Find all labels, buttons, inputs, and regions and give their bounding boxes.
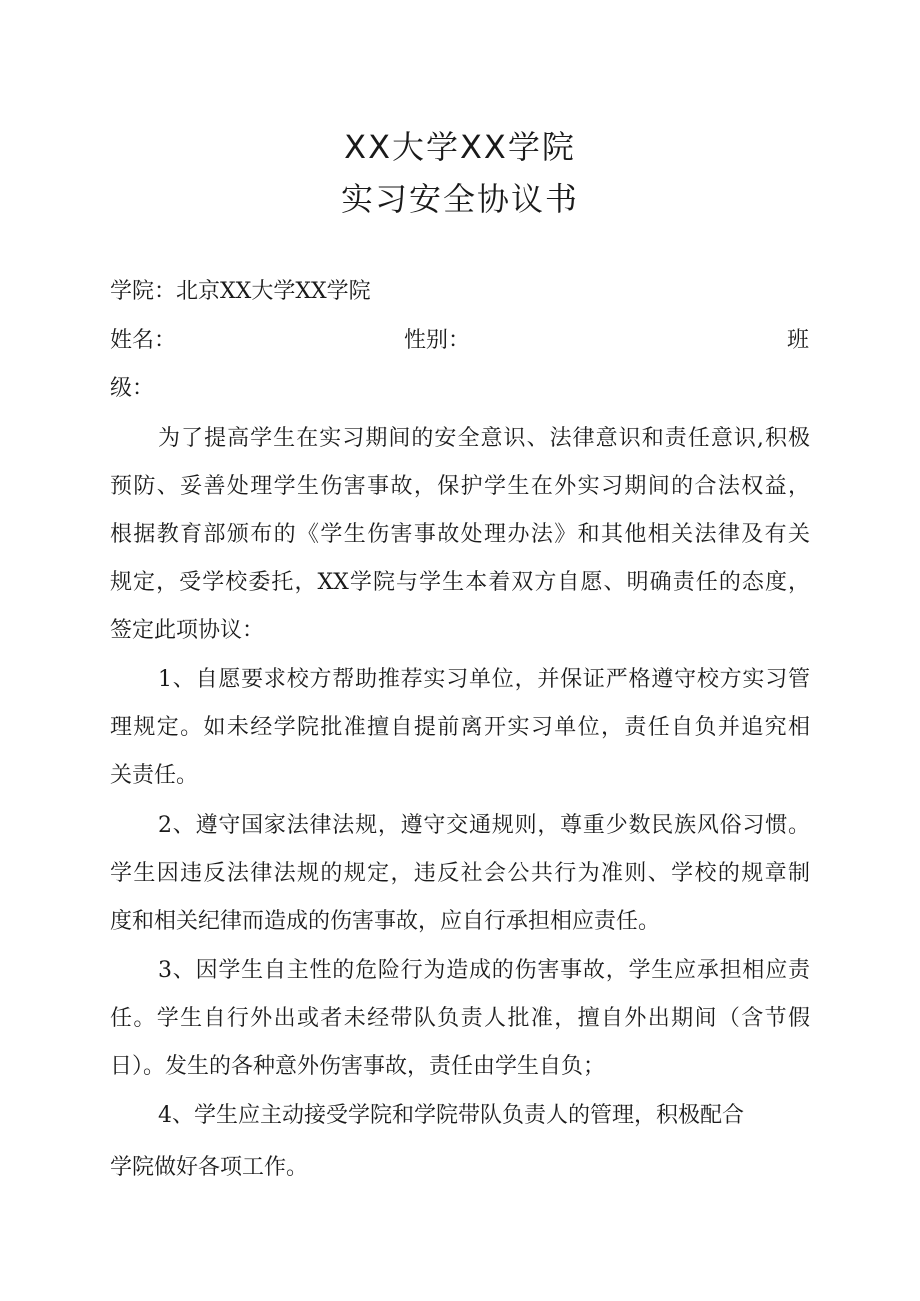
document-title-line2: 实习安全协议书 bbox=[340, 180, 579, 218]
class-label-part2: 级： bbox=[110, 376, 155, 401]
intro-line-2: 预防、妥善处理学生伤害事故，保护学生在外实习期间的合法权益， bbox=[110, 474, 810, 499]
college-row bbox=[110, 277, 371, 307]
clause1-line-3: 关责任。 bbox=[110, 763, 199, 788]
college-value: 北京XX大学XX学院 bbox=[176, 279, 371, 304]
clause1-line-1: 1、自愿要求校方帮助推荐实习单位，并保证严格遵守校方实习管 bbox=[158, 667, 810, 692]
college-label: 学院： bbox=[110, 279, 177, 304]
intro-line-4: 规定，受学校委托，XX学院与学生本着双方自愿、明确责任的态度， bbox=[110, 570, 810, 595]
clause2-line-2: 学生因违反法律法规的规定，违反社会公共行为准则、学校的规章制 bbox=[110, 861, 810, 886]
clause3-line-1: 3、因学生自主性的危险行为造成的伤害事故，学生应承担相应责 bbox=[158, 958, 810, 983]
clause1-line-2: 理规定。如未经学院批准擅自提前离开实习单位，责任自负并追究相 bbox=[110, 715, 810, 740]
clause2-line-3: 度和相关纪律而造成的伤害事故，应自行承担相应责任。 bbox=[110, 909, 661, 934]
intro-line-1: 为了提高学生在实习期间的安全意识、法律意识和责任意识,积极 bbox=[158, 426, 810, 451]
document-title-line1: XX大学XX学院 bbox=[344, 128, 576, 166]
clause2-line-1: 2、遵守国家法律法规，遵守交通规则，尊重少数民族风俗习惯。 bbox=[158, 813, 810, 838]
intro-line-3: 根据教育部颁布的《学生伤害事故处理办法》和其他相关法律及有关 bbox=[110, 522, 810, 547]
clause3-line-2: 任。学生自行外出或者未经带队负责人批准，擅自外出期间（含节假 bbox=[110, 1006, 810, 1031]
name-label: 姓名： bbox=[110, 328, 177, 353]
gender-label: 性别： bbox=[404, 328, 471, 353]
clause4-line-2: 学院做好各项工作。 bbox=[110, 1155, 309, 1180]
clause4-line-1: 4、学生应主动接受学院和学院带队负责人的管理，积极配合 bbox=[158, 1103, 744, 1128]
class-label-part1: 班 bbox=[787, 328, 810, 353]
intro-line-5: 签定此项协议： bbox=[110, 618, 265, 643]
clause3-line-3: 日）。发生的各种意外伤害事故，责任由学生自负； bbox=[110, 1054, 606, 1079]
